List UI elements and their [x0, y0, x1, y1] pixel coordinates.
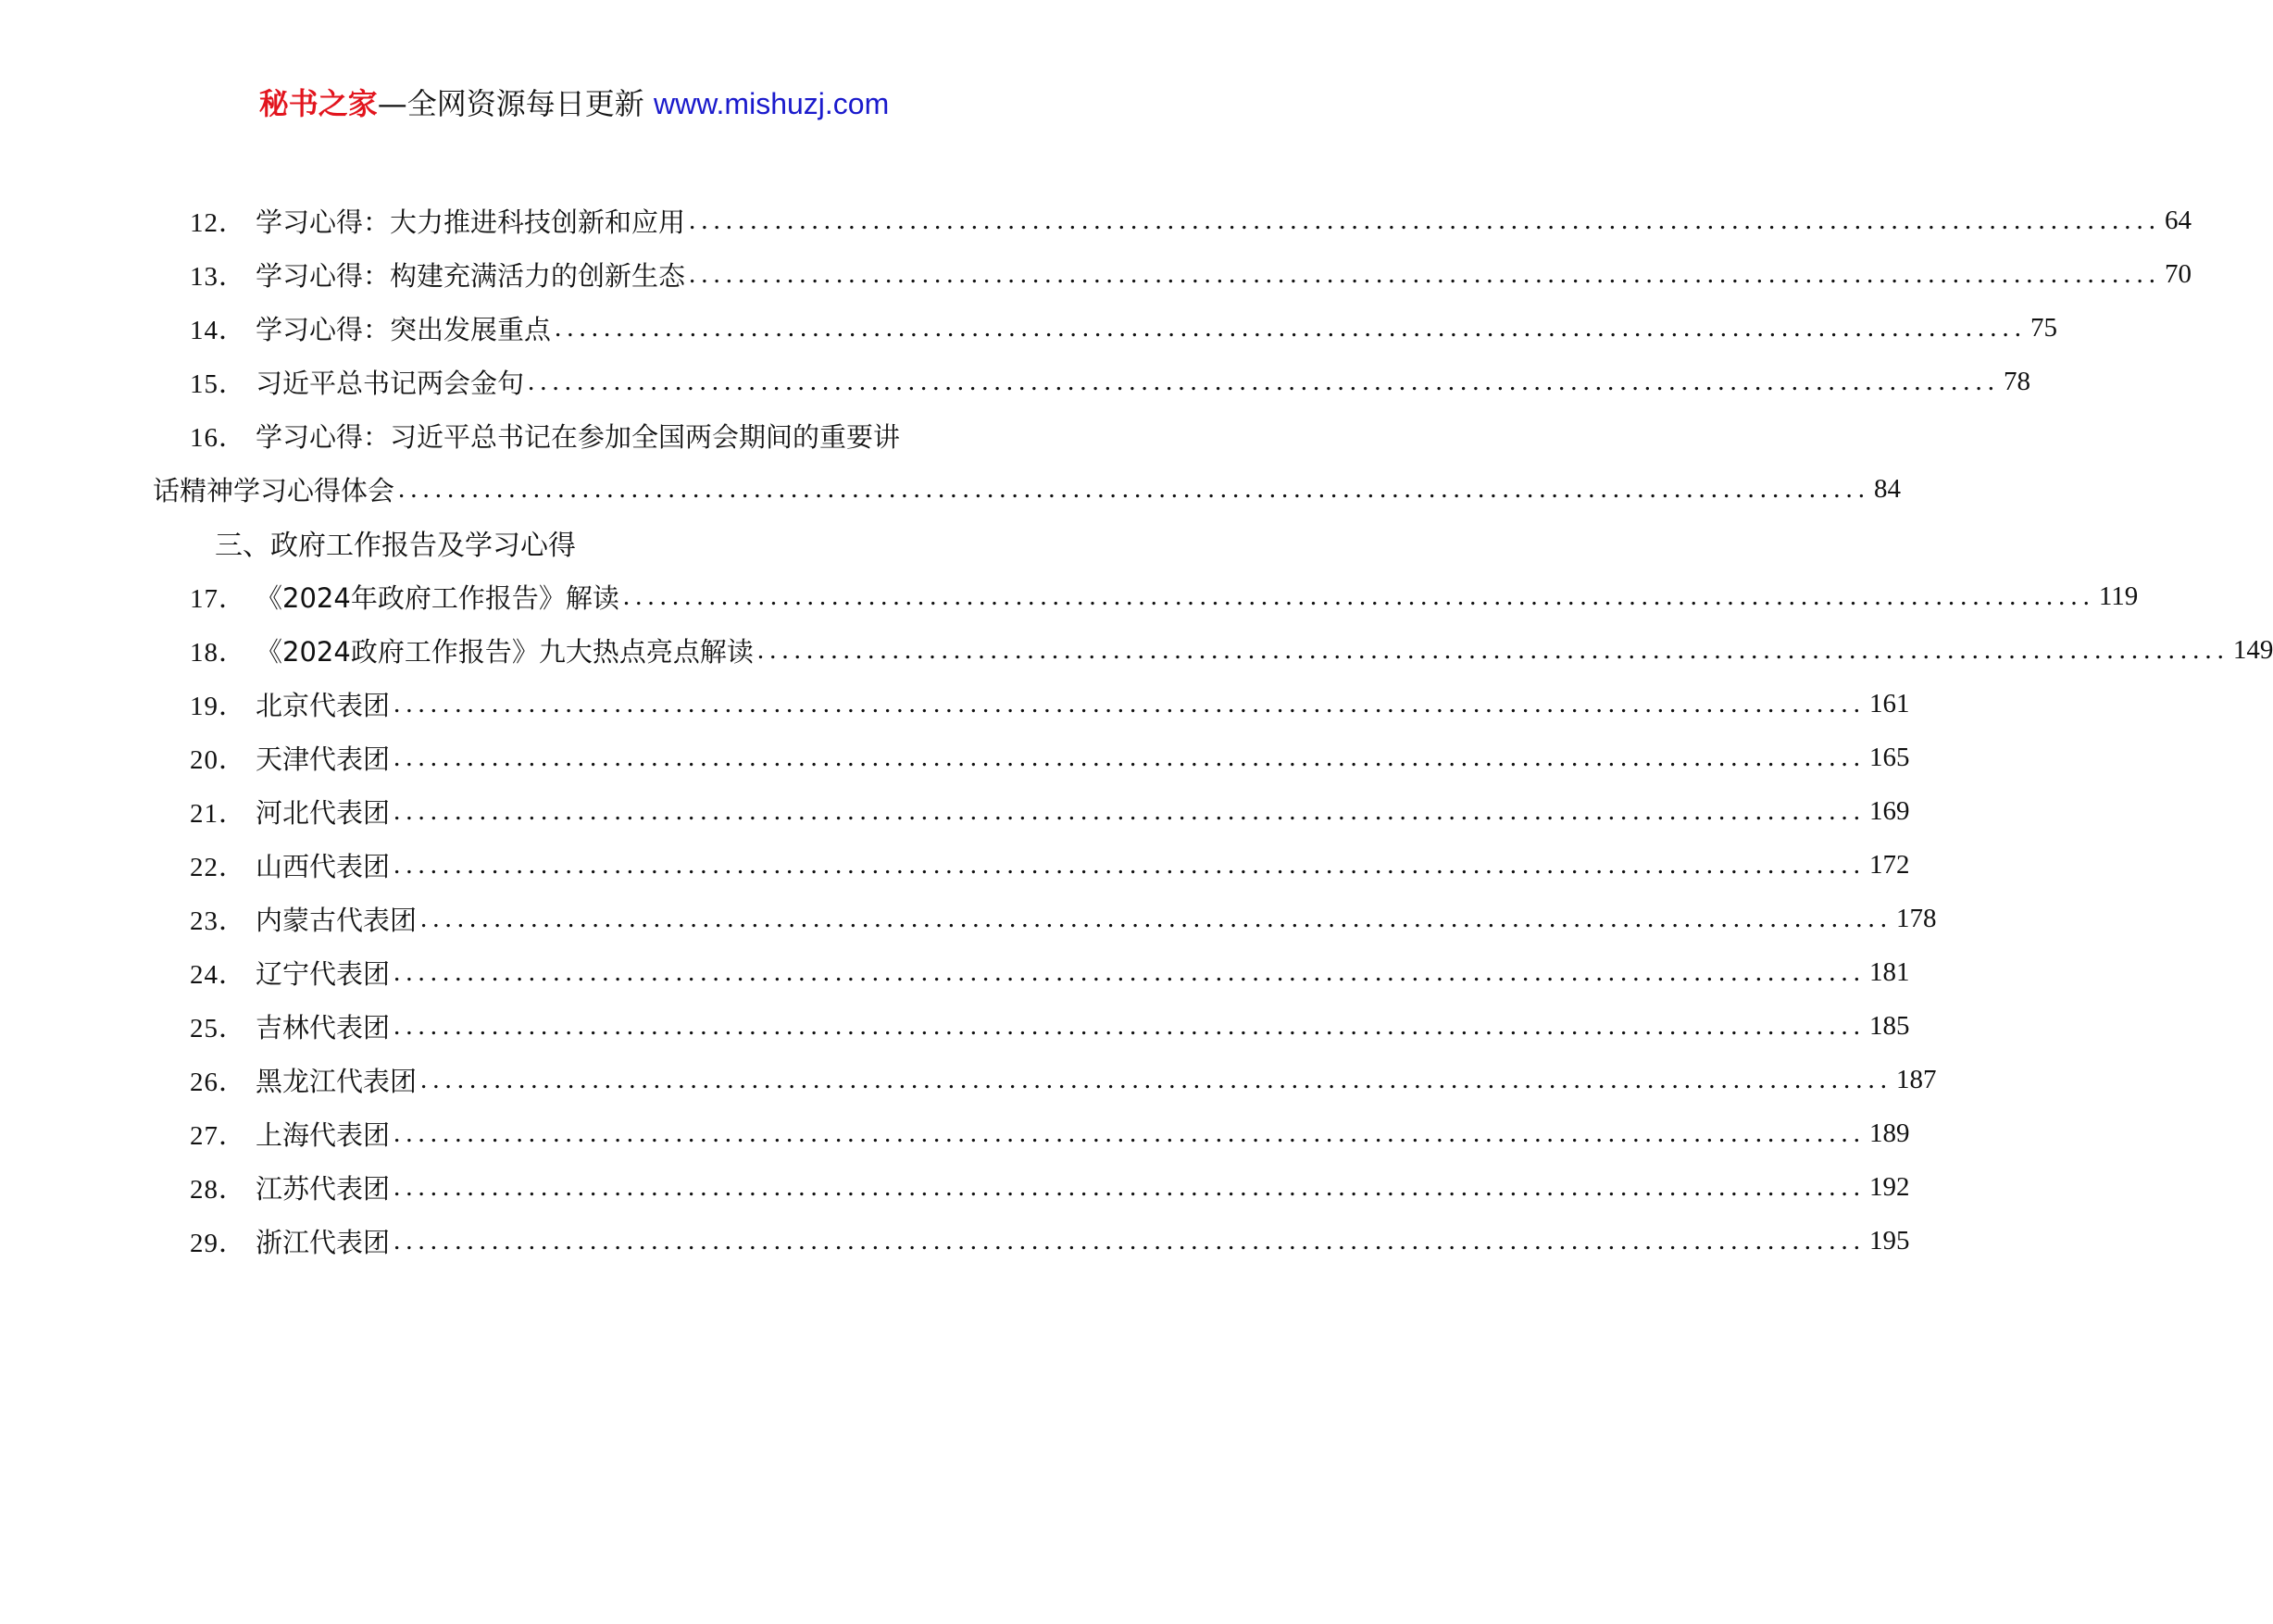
entry-number: 16． [190, 422, 247, 453]
dot-leader: ........................................................................................................................ [393, 795, 1867, 826]
entry-title: 学习心得：构建充满活力的创新生态 [256, 259, 686, 292]
entry-page-number: 181 [1869, 956, 1910, 987]
entry-number: 27． [190, 1120, 247, 1151]
entry-page-number: 195 [1869, 1225, 1910, 1255]
entry-number: 25． [190, 1013, 247, 1043]
dot-leader: ........................................................................................................................ [555, 312, 2028, 343]
entry-number: 22． [190, 852, 247, 882]
dot-leader: ........................................................................................................................ [420, 1064, 1893, 1094]
dot-leader: ........................................................................................................................ [393, 1171, 1867, 1202]
entry-page-number: 161 [1869, 688, 1910, 718]
dot-leader: ........................................................................................................................ [393, 1010, 1867, 1041]
entry-number: 21． [190, 798, 247, 829]
header-slogan: —全网资源每日更新 [377, 86, 654, 121]
toc-entry-21[interactable] [190, 788, 1910, 834]
entry-page-number: 187 [1896, 1064, 1937, 1094]
entry-page-number: 165 [1869, 742, 1910, 772]
dot-leader: ........................................................................................................................ [393, 742, 1867, 772]
entry-number: 24． [190, 959, 247, 990]
entry-number: 14． [190, 315, 247, 345]
toc-entry-24[interactable] [190, 949, 1910, 995]
entry-page-number: 172 [1869, 849, 1910, 880]
entry-title: 天津代表团 [256, 743, 391, 775]
entry-title: 辽宁代表团 [256, 957, 391, 990]
entry-number: 28． [190, 1174, 247, 1205]
toc-entry-20[interactable] [190, 734, 1910, 781]
dot-leader: ........................................................................................................................ [393, 688, 1867, 718]
entry-page-number: 178 [1896, 903, 1937, 933]
toc-entry-13[interactable] [190, 251, 2192, 297]
entry-title: 山西代表团 [256, 850, 391, 882]
entry-title: 内蒙古代表团 [256, 904, 418, 936]
entry-title: 黑龙江代表团 [256, 1065, 418, 1097]
toc-entry-17[interactable] [190, 573, 2139, 619]
toc-entry-22[interactable] [190, 842, 1910, 888]
entry-page-number: 119 [2098, 581, 2139, 611]
toc-entry-12[interactable] [190, 197, 2192, 244]
header-url[interactable]: www.mishuzj.com [653, 87, 890, 120]
toc-entry-28[interactable] [190, 1164, 1910, 1210]
entry-title: 上海代表团 [256, 1118, 391, 1151]
entry-title-continued: 话精神学习心得体会 [153, 474, 395, 506]
dot-leader: ........................................................................................................................ [528, 366, 2001, 396]
toc-entry-16-line1[interactable] [190, 412, 1000, 458]
brand-name: 秘书之家 [258, 86, 378, 121]
dot-leader: ........................................................................................................................ [689, 258, 2162, 289]
dot-leader: ........................................................................................................................ [393, 1225, 1867, 1255]
entry-page-number: 185 [1869, 1010, 1910, 1041]
dot-leader: ........................................................................................................................ [622, 581, 2095, 611]
toc-entry-29[interactable] [190, 1218, 1910, 1264]
entry-page-number: 64 [2165, 205, 2192, 235]
dot-leader: ........................................................................................................................ [393, 956, 1867, 987]
dot-leader: ........................................................................................................................ [393, 1118, 1867, 1148]
entry-page-number: 189 [1869, 1118, 1910, 1148]
entry-page-number: 169 [1869, 795, 1910, 826]
entry-title: 河北代表团 [256, 796, 391, 829]
entry-title: 《2024政府工作报告》九大热点亮点解读 [256, 635, 754, 668]
entry-page-number: 192 [1869, 1171, 1910, 1202]
entry-number: 15． [190, 369, 247, 399]
dot-leader: ........................................................................................................................ [756, 634, 2229, 665]
entry-title: 《2024年政府工作报告》解读 [256, 581, 619, 614]
entry-page-number: 75 [2030, 312, 2058, 343]
entry-title: 习近平总书记两会金句 [256, 367, 525, 399]
entry-number: 19． [190, 691, 247, 721]
entry-number: 12． [190, 207, 247, 238]
entry-title: 学习心得：大力推进科技创新和应用 [256, 206, 686, 238]
toc-entry-23[interactable] [190, 895, 1937, 942]
entry-number: 23． [190, 906, 247, 936]
entry-number: 20． [190, 744, 247, 775]
entry-title: 学习心得：习近平总书记在参加全国两会期间的重要讲 [256, 420, 901, 453]
entry-page-number: 149 [2232, 634, 2273, 665]
toc-entry-15[interactable] [190, 358, 2031, 405]
toc-entry-14[interactable] [190, 305, 2058, 351]
entry-number: 13． [190, 261, 247, 292]
entry-title: 江苏代表团 [256, 1172, 391, 1205]
toc-entry-25[interactable] [190, 1003, 1910, 1049]
entry-page-number: 70 [2165, 258, 2192, 289]
toc-entry-18[interactable] [190, 627, 2273, 673]
entry-number: 17． [190, 583, 247, 614]
toc-entry-16-line2[interactable] [153, 466, 1902, 512]
entry-page-number: 78 [2004, 366, 2031, 396]
toc-entry-26[interactable] [190, 1056, 1937, 1103]
entry-number: 29． [190, 1228, 247, 1258]
dot-leader: ........................................................................................................................ [398, 473, 1871, 504]
dot-leader: ........................................................................................................................ [393, 849, 1867, 880]
dot-leader: ........................................................................................................................ [689, 205, 2162, 235]
toc-entry-19[interactable] [190, 681, 1910, 727]
entry-title: 吉林代表团 [256, 1011, 391, 1043]
toc-entry-27[interactable] [190, 1110, 1910, 1156]
entry-title: 北京代表团 [256, 689, 391, 721]
dot-leader: ........................................................................................................................ [420, 903, 1893, 933]
entry-title: 学习心得：突出发展重点 [256, 313, 552, 345]
entry-number: 18． [190, 637, 247, 668]
section-heading[interactable]: 三、政府工作报告及学习心得 [215, 530, 576, 562]
entry-title: 浙江代表团 [256, 1226, 391, 1258]
entry-page-number: 84 [1874, 473, 1902, 504]
entry-number: 26． [190, 1067, 247, 1097]
